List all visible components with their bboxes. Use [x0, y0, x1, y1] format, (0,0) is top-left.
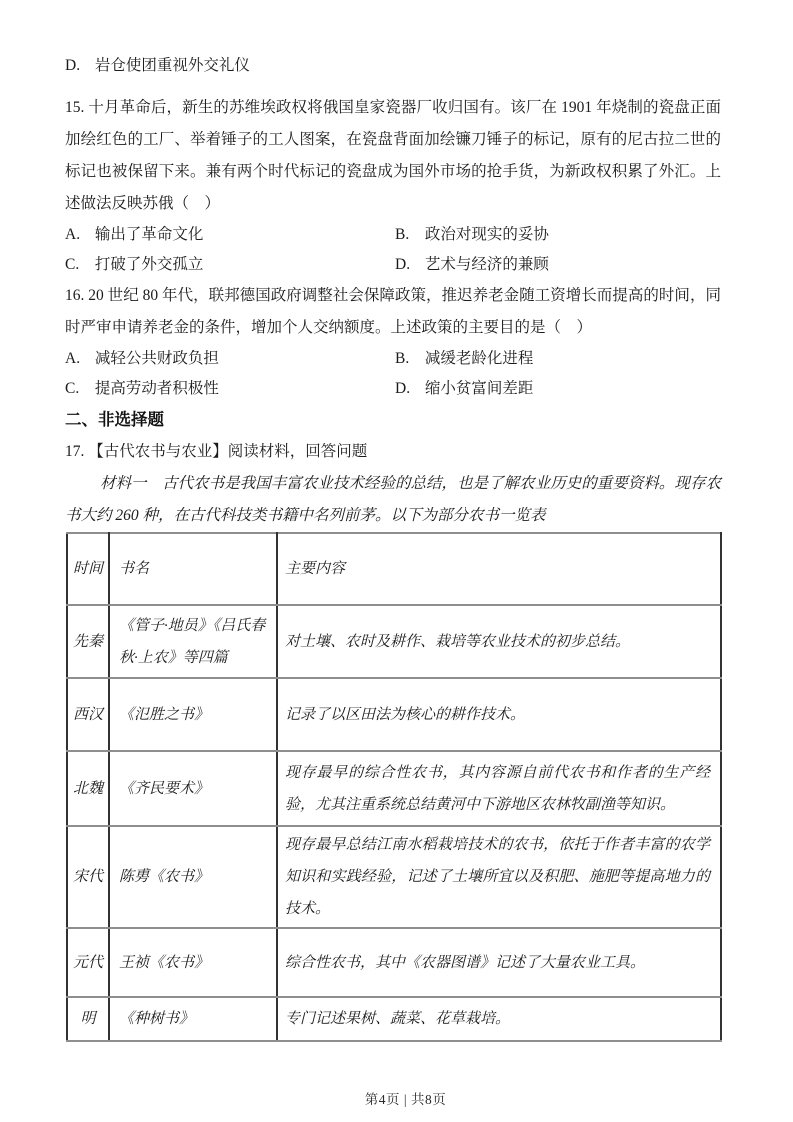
table-row [67, 997, 721, 1041]
q16-option-a-label: A. [65, 350, 81, 367]
q15-option-a-text: 输出了革命文化 [94, 226, 204, 243]
q16-option-b [395, 344, 721, 374]
q16-option-c-text: 提高劳动者积极性 [94, 380, 219, 397]
cell-content: 综合性农书，其中《农器图谱》记述了大量农业工具。 [277, 928, 721, 997]
cell-time: 先秦 [67, 605, 109, 678]
cell-book: 《种树书》 [109, 997, 277, 1041]
q15-option-c [65, 250, 395, 280]
table-header-content: 主要内容 [277, 533, 721, 605]
q17-material-one: 材料一 古代农书是我国丰富农业技术经验的总结，也是了解农业历史的重要资料。现存农书大约 260 种，在古代科技类书籍中名列前茅。以下为部分农书一览表 [65, 475, 721, 524]
cell-book: 《管子·地员》《吕氏春秋·上农》等四篇 [109, 605, 277, 678]
q15-option-a [65, 220, 395, 250]
page-content [65, 50, 721, 1042]
page-footer: 第4页 | 共8页 [364, 1092, 447, 1107]
cell-time: 北魏 [67, 751, 109, 826]
cell-time: 宋代 [67, 826, 109, 928]
q16-option-a [65, 344, 395, 374]
table-row [67, 605, 721, 678]
q16-option-c [65, 374, 395, 404]
q15-option-b [395, 220, 721, 250]
q15-option-a-label: A. [65, 226, 81, 243]
q14-option-d-text: 岩仓使团重视外交礼仪 [94, 57, 250, 74]
q16-option-d [395, 374, 721, 404]
cell-time: 西汉 [67, 678, 109, 751]
cell-content: 现存最早的综合性农书，其内容源自前代农书和作者的生产经验，尤其注重系统总结黄河中下游地区农林牧副渔等知识。 [277, 751, 721, 826]
q15-stem: 15. 十月革命后，新生的苏维埃政权将俄国皇家瓷器厂收归国有。该厂在 1901 年烧制的瓷盘正面加绘红色的工厂、举着锤子的工人图案，在瓷盘背面加绘镰刀锤子的标记，原有的尼古拉二世的标记也被保留下来。兼有两个时代标记的瓷盘成为国外市场的抢手货，为新政权积累了外汇。上述做法反映苏俄（ ） [65, 99, 721, 212]
q15-option-b-text: 政治对现实的妥协 [424, 226, 549, 243]
q16-option-b-label: B. [395, 350, 410, 367]
cell-book: 《氾胜之书》 [109, 678, 277, 751]
cell-content: 专门记述果树、蔬菜、花草栽培。 [277, 997, 721, 1041]
table-row [67, 751, 721, 826]
cell-time: 元代 [67, 928, 109, 997]
q15-option-c-label: C. [65, 256, 80, 273]
q14-option-d [65, 50, 721, 81]
q16-options [65, 344, 721, 404]
q15-option-c-text: 打破了外交孤立 [94, 256, 204, 273]
q17-intro: 17. 【古代农书与农业】阅读材料，回答问题 [65, 443, 368, 460]
q15-option-d-text: 艺术与经济的兼顾 [424, 256, 549, 273]
cell-book: 《齐民要术》 [109, 751, 277, 826]
table-row [67, 928, 721, 997]
cell-book: 王祯《农书》 [109, 928, 277, 997]
table-row [67, 826, 721, 928]
table-row [67, 678, 721, 751]
cell-content: 记录了以区田法为核心的耕作技术。 [277, 678, 721, 751]
q16-stem: 16. 20 世纪 80 年代，联邦德国政府调整社会保障政策，推迟养老金随工资增长而提高的时间，同时严审申请养老金的条件，增加个人交纳额度。上述政策的主要目的是（ ） [65, 287, 721, 336]
cell-content: 现存最早总结江南水稻栽培技术的农书，依托于作者丰富的农学知识和实践经验，记述了土壤所宜以及积肥、施肥等提高地力的技术。 [277, 826, 721, 928]
table-header-time: 时间 [67, 533, 109, 605]
agri-books-table [66, 532, 722, 1042]
q16-option-b-text: 减缓老龄化进程 [424, 350, 534, 367]
q16-option-a-text: 减轻公共财政负担 [94, 350, 219, 367]
q16-option-c-label: C. [65, 380, 80, 397]
table-header-row [67, 533, 721, 605]
q15-option-d-label: D. [395, 256, 411, 273]
q14-option-d-label: D. [65, 57, 81, 74]
q15-option-d [395, 250, 721, 280]
q15-option-b-label: B. [395, 226, 410, 243]
table-header-book: 书名 [109, 533, 277, 605]
section-heading-non-choice: 二、非选择题 [65, 411, 164, 429]
cell-time: 明 [67, 997, 109, 1041]
cell-content: 对土壤、农时及耕作、栽培等农业技术的初步总结。 [277, 605, 721, 678]
q15-options [65, 220, 721, 280]
cell-book: 陈旉《农书》 [109, 826, 277, 928]
q16-option-d-label: D. [395, 380, 411, 397]
q16-option-d-text: 缩小贫富间差距 [424, 380, 534, 397]
